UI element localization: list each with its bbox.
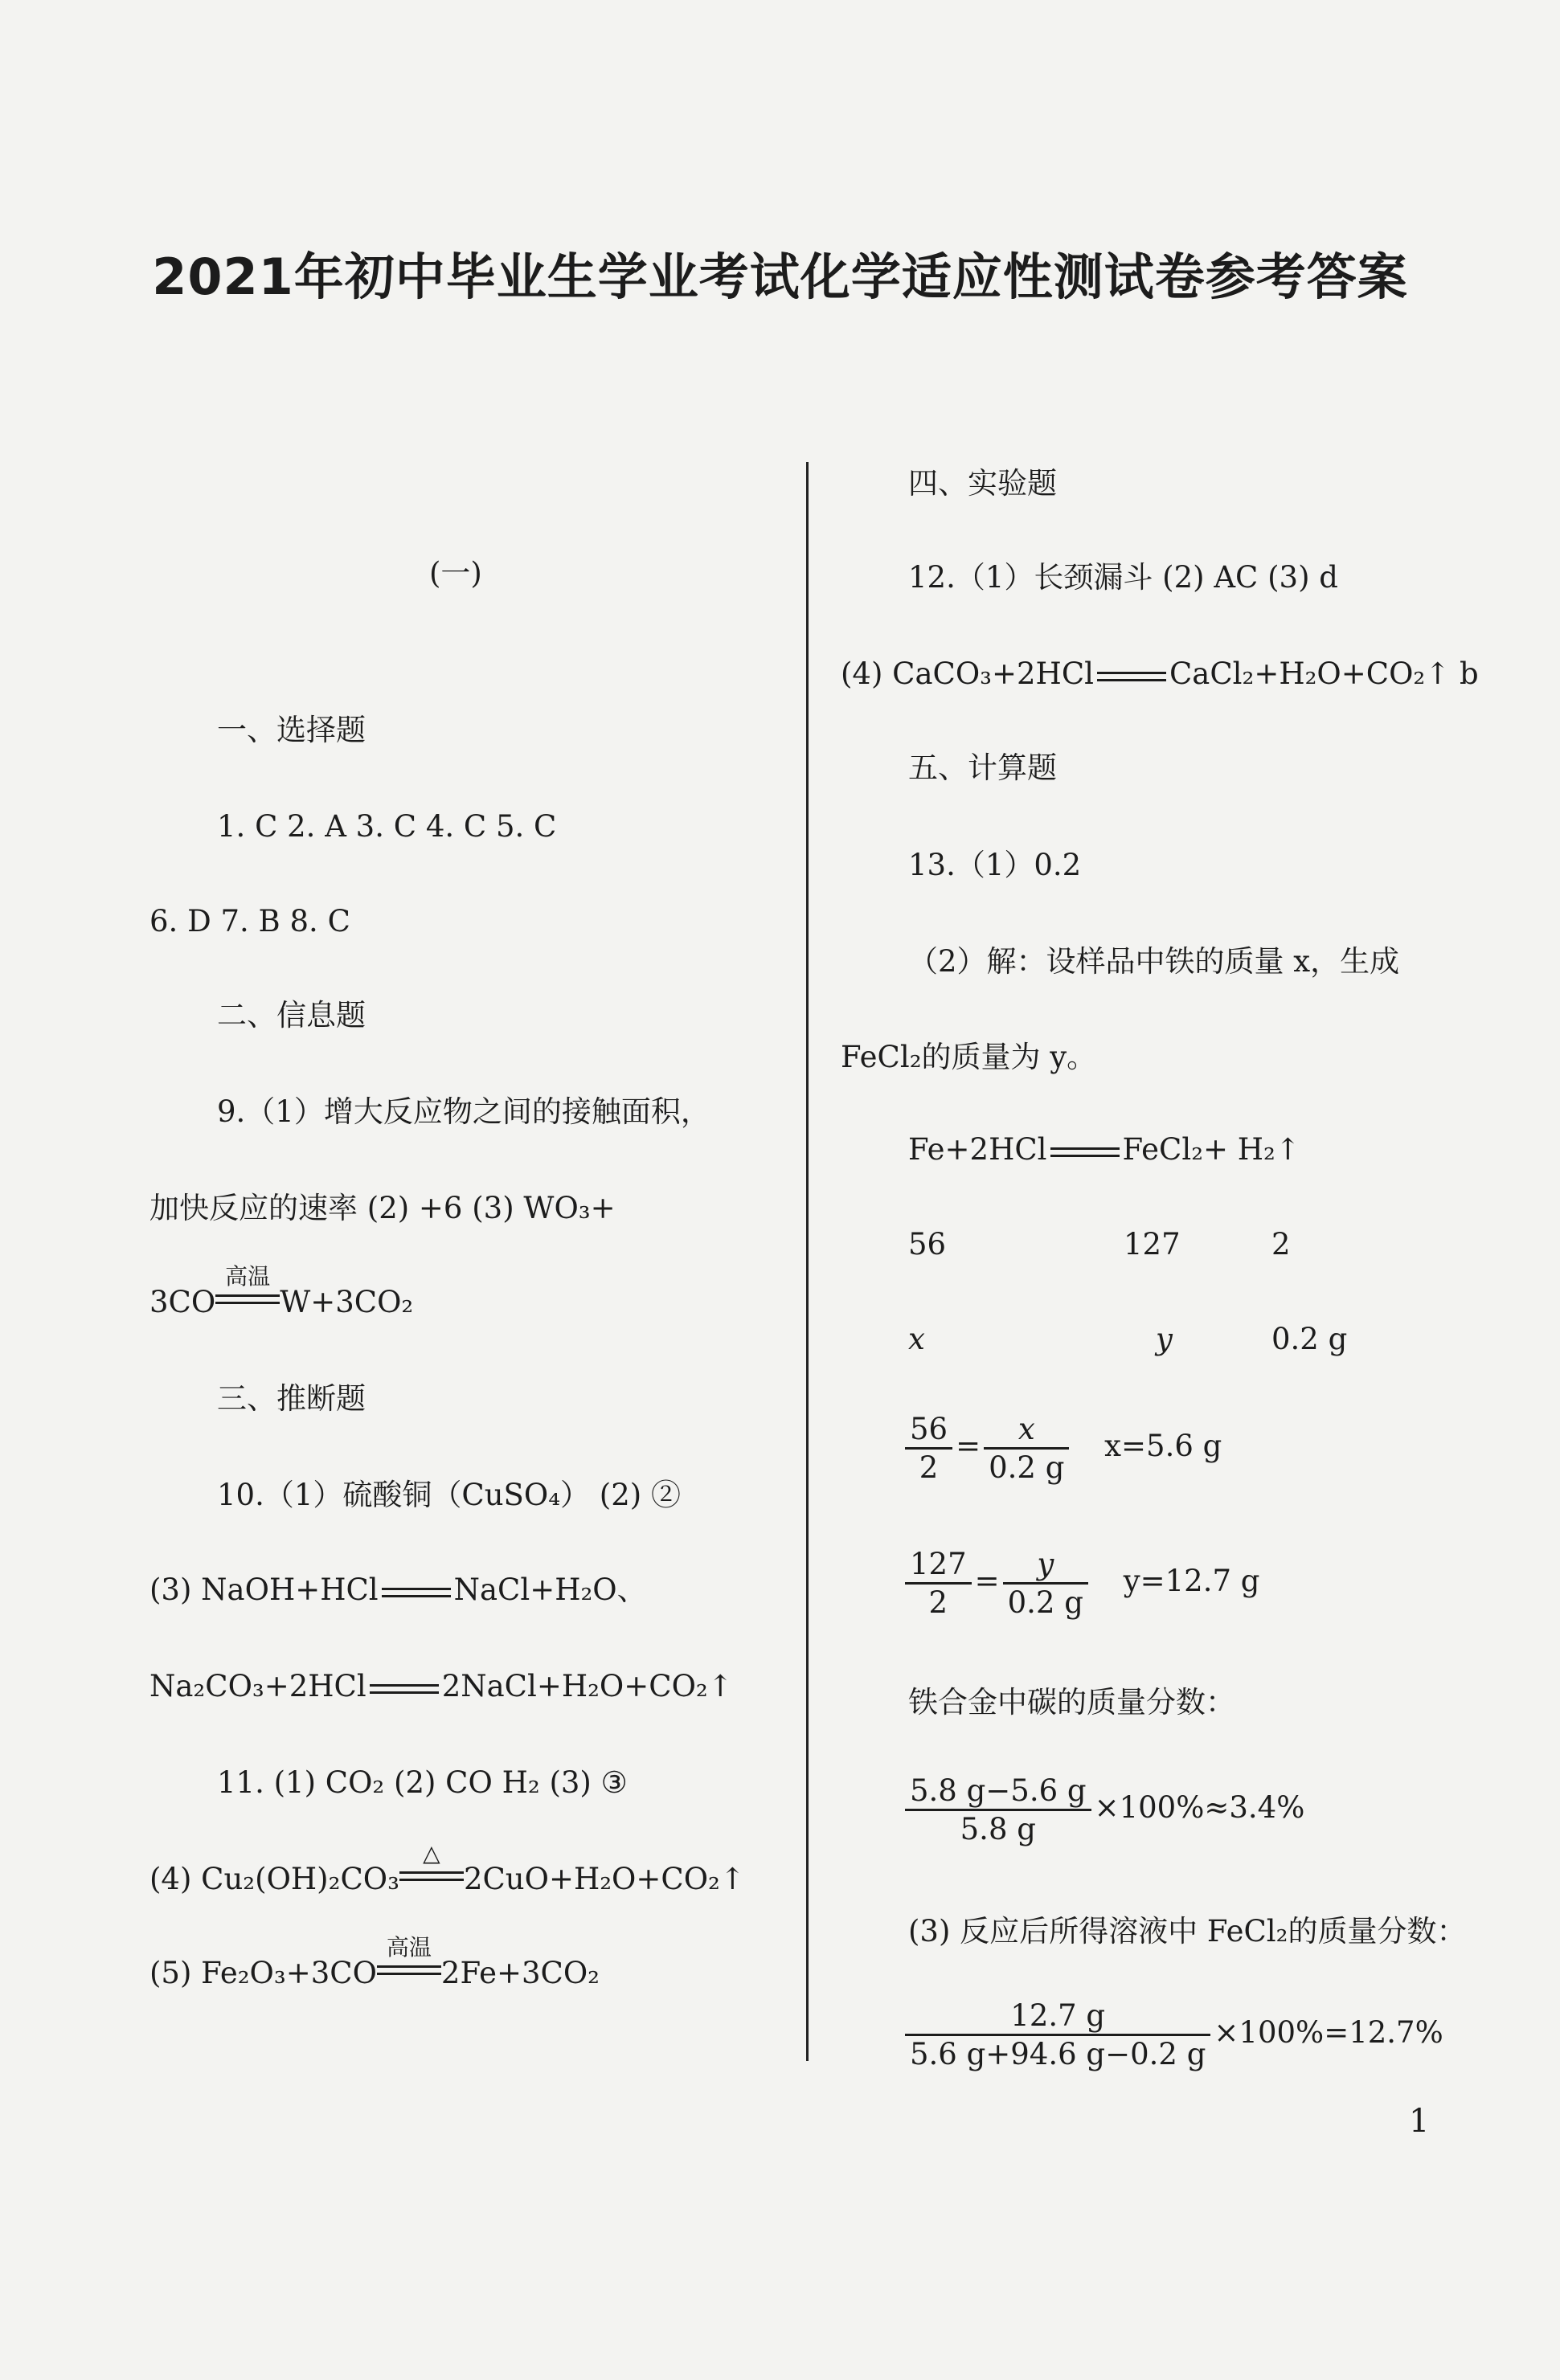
section-calculation-heading: 五、计算题 bbox=[908, 750, 1057, 785]
carbon-fraction-heading: 铁合金中碳的质量分数： bbox=[908, 1685, 1235, 1720]
q12-products: CaCl₂+H₂O+CO₂↑ b bbox=[1169, 656, 1479, 691]
fraction bbox=[984, 1412, 1069, 1485]
numerator: 56 bbox=[905, 1414, 952, 1450]
fraction bbox=[905, 1547, 972, 1620]
q12-line-2 bbox=[841, 656, 1479, 691]
section-inference-heading: 三、推断题 bbox=[217, 1381, 366, 1416]
reaction-condition bbox=[399, 1840, 464, 1889]
equation-reactants: Fe+2HCl bbox=[908, 1132, 1047, 1167]
fraction-equation-1: $\frac{56}{2}$ = $\frac{x}{0.2 g}$ x=5.6 g bbox=[902, 1414, 1222, 1482]
q11-products-5: 2Fe+3CO₂ bbox=[440, 1956, 600, 1990]
condition-label: △ bbox=[423, 1840, 440, 1867]
right-column bbox=[809, 0, 1560, 2380]
equals-sign bbox=[399, 1871, 464, 1881]
numerator: 127 bbox=[905, 1549, 972, 1585]
q13-line-1: 13.（1）0.2 bbox=[908, 848, 1082, 882]
q12-reactants: (4) CaCO₃+2HCl bbox=[841, 656, 1094, 691]
fraction bbox=[1003, 1547, 1088, 1620]
fraction bbox=[905, 1412, 952, 1485]
q10-line-2 bbox=[149, 1572, 647, 1607]
q9-product: W+3CO₂ bbox=[280, 1285, 414, 1319]
q9-line-2: 加快反应的速率 (2) +6 (3) WO₃+ bbox=[149, 1191, 616, 1225]
q10-reactants-2: Na₂CO₃+2HCl bbox=[149, 1669, 366, 1703]
denominator: 5.6 g+94.6 g−0.2 g bbox=[910, 2037, 1206, 2071]
result-y: y=12.7 g bbox=[1123, 1564, 1260, 1598]
fraction bbox=[905, 1773, 1091, 1846]
solution-result: ×100%=12.7% bbox=[1214, 2015, 1443, 2050]
q10-line-3 bbox=[149, 1671, 733, 1701]
numerator: x bbox=[984, 1414, 1069, 1450]
page-title: 2021年初中毕业生学业考试化学适应性测试卷参考答案 bbox=[152, 247, 1408, 306]
denominator: 0.2 g bbox=[989, 1450, 1065, 1485]
choice-answers-1: 1. C 2. A 3. C 4. C 5. C bbox=[217, 809, 557, 844]
numerator: 12.7 g bbox=[905, 2001, 1210, 2036]
unknown-x: x bbox=[908, 1322, 925, 1356]
molar-mass-fecl2: 127 bbox=[1124, 1227, 1181, 1262]
denominator: 0.2 g bbox=[1007, 1585, 1083, 1620]
q13-line-3: FeCl₂的质量为 y。 bbox=[841, 1040, 1097, 1074]
denominator: 2 bbox=[928, 1585, 948, 1620]
unknown-y: y bbox=[1156, 1322, 1173, 1356]
part-label: (一) bbox=[429, 556, 482, 591]
q11-products: 2CuO+H₂O+CO₂↑ bbox=[463, 1862, 745, 1896]
carbon-fraction-calc bbox=[902, 1773, 1305, 1846]
result-x: x=5.6 g bbox=[1104, 1429, 1222, 1463]
q10-line-1: 10.（1）硫酸铜（CuSO₄） (2) ② bbox=[217, 1478, 681, 1512]
carbon-result: ×100%≈3.4% bbox=[1094, 1790, 1305, 1825]
q9-reactant: 3CO bbox=[149, 1285, 216, 1319]
equals-sign bbox=[370, 1684, 439, 1694]
fraction bbox=[905, 1998, 1210, 2071]
fraction-equation-2: $\frac{127}{2}$ = $\frac{y}{0.2 g}$ y=12.7 g bbox=[902, 1549, 1259, 1617]
equals-sign bbox=[1050, 1147, 1120, 1157]
q10-reactants: (3) NaOH+HCl bbox=[149, 1572, 379, 1607]
solution-fraction-calc bbox=[902, 1998, 1443, 2071]
equation-products: FeCl₂+ H₂↑ bbox=[1122, 1132, 1300, 1167]
q11-line-3 bbox=[149, 1934, 600, 1990]
q11-line-1: 11. (1) CO₂ (2) CO H₂ (3) ③ bbox=[217, 1765, 628, 1800]
q11-reactants-5: (5) Fe₂O₃+3CO bbox=[149, 1956, 377, 1990]
section-info-heading: 二、信息题 bbox=[217, 998, 366, 1033]
condition-label: 高温 bbox=[225, 1263, 271, 1290]
section-choice-heading: 一、选择题 bbox=[217, 713, 366, 747]
q10-products-2: 2NaCl+H₂O+CO₂↑ bbox=[441, 1669, 733, 1703]
denominator: 2 bbox=[919, 1450, 939, 1485]
numerator: y bbox=[1003, 1549, 1088, 1585]
page-number: 1 bbox=[1409, 2103, 1430, 2140]
molar-mass-h2: 2 bbox=[1271, 1227, 1291, 1262]
reaction-condition bbox=[215, 1263, 280, 1312]
equals-sign bbox=[377, 1965, 441, 1975]
reaction-condition bbox=[377, 1934, 441, 1983]
q12-line-1: 12.（1）长颈漏斗 (2) AC (3) d bbox=[908, 560, 1338, 595]
q9-line-1: 9.（1）增大反应物之间的接触面积， bbox=[217, 1094, 710, 1129]
equals-sign bbox=[1097, 672, 1166, 681]
choice-answers-2: 6. D 7. B 8. C bbox=[149, 904, 350, 939]
q11-reactant: (4) Cu₂(OH)₂CO₃ bbox=[149, 1862, 399, 1896]
q13-line-2: （2）解：设样品中铁的质量 x，生成 bbox=[908, 944, 1400, 979]
equals-sign bbox=[382, 1588, 451, 1597]
q11-line-2 bbox=[149, 1840, 745, 1896]
numerator: 5.8 g−5.6 g bbox=[905, 1776, 1091, 1811]
condition-label: 高温 bbox=[386, 1934, 432, 1961]
molar-mass-fe: 56 bbox=[908, 1227, 947, 1262]
section-experiment-heading: 四、实验题 bbox=[908, 466, 1057, 501]
q9-line-3 bbox=[149, 1263, 414, 1319]
denominator: 5.8 g bbox=[960, 1812, 1036, 1846]
q10-products: NaCl+H₂O、 bbox=[453, 1572, 647, 1607]
equals-sign bbox=[215, 1294, 280, 1304]
q13-part-3: (3) 反应后所得溶液中 FeCl₂的质量分数： bbox=[908, 1914, 1467, 1949]
hydrogen-mass: 0.2 g bbox=[1271, 1322, 1348, 1356]
q13-equation bbox=[908, 1132, 1300, 1167]
